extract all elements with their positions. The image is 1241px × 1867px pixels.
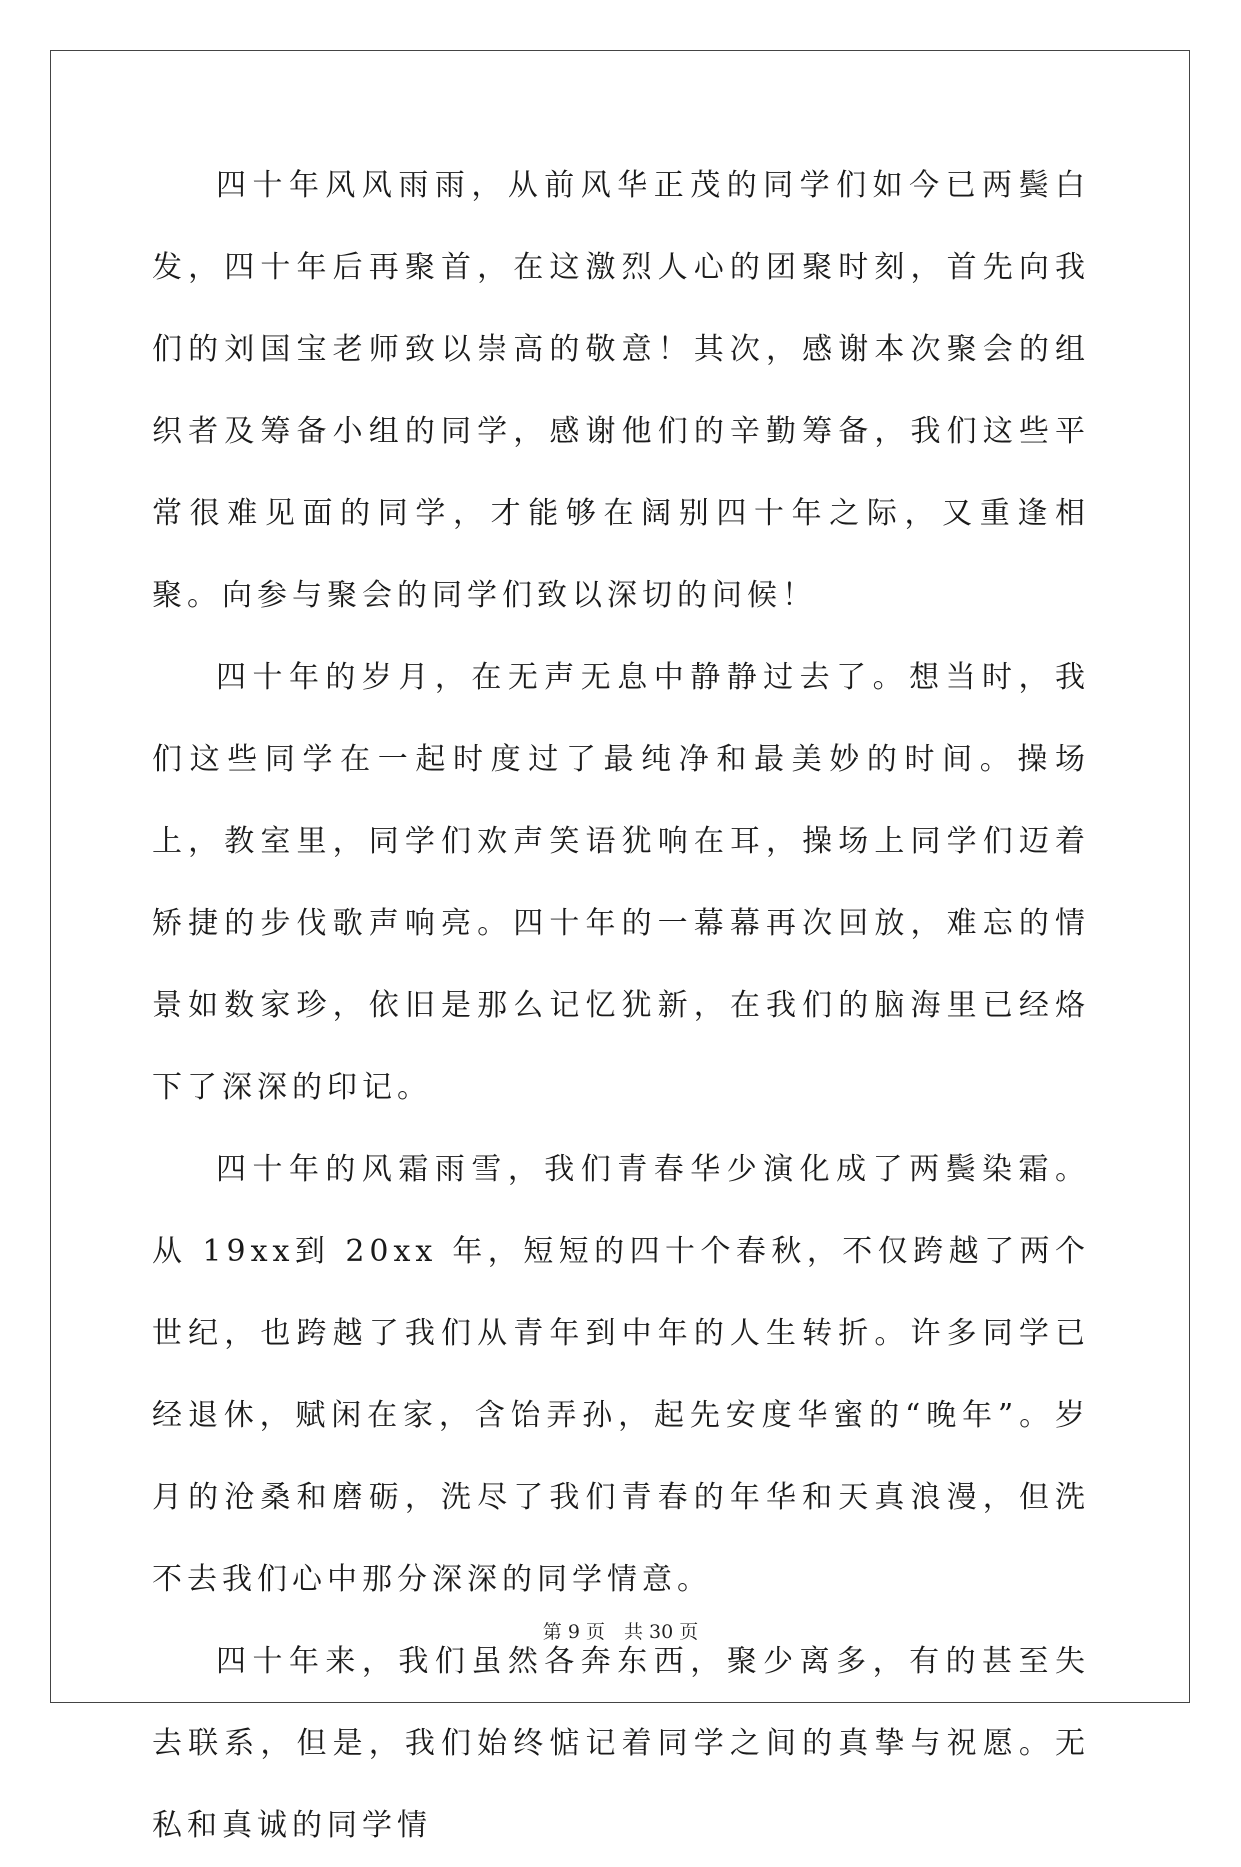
text-line: 的一幕幕再次回放，难忘的情景如数家珍，依旧是那么记忆犹新，在 xyxy=(152,906,1091,1023)
text-line: 以崇高的敬意！其次，感谢本次聚会的组织者及筹备小组的同学，感 xyxy=(152,332,1091,449)
text-line: 学在一起时度过了最纯净和最美妙的时间。操场上，教室里，同学们 xyxy=(152,742,1090,859)
text-line: 十年之际，又重逢相聚。向参与聚会的同学们致以深切的问候！ xyxy=(152,496,1090,613)
text-line: 但是，我们始终惦记着同学之间的真挚与祝愿。无私和真诚的同学情 xyxy=(152,1726,1091,1843)
text-line: 从青年到中年的人生转折。许多同学已经退休，赋闲在家，含饴弄孙， xyxy=(152,1316,1091,1433)
text-line: 四十年的岁月，在无声无息中静静过去了。想当时，我们这些同 xyxy=(152,660,1090,777)
paragraph-1 xyxy=(152,145,1090,637)
paragraph-4 xyxy=(152,1621,1090,1867)
document-body xyxy=(152,145,1090,1867)
text-line: 四十年的风霜雨雪，我们青春华少演化成了两鬓染霜。从 19xx xyxy=(152,1152,1090,1269)
page-number-footer: 第 9 页 共 30 页 xyxy=(542,1621,699,1643)
text-line: 和天真浪漫，但洗不去我们心中那分深深的同学情意。 xyxy=(152,1480,1091,1597)
text-line: 谢他们的辛勤筹备，我们这些平常很难见面的同学，才能够在阔别四 xyxy=(152,414,1091,531)
text-line: 欢声笑语犹响在耳，操场上同学们迈着矫捷的步伐歌声响亮。四十年 xyxy=(152,824,1091,941)
text-line: 到 20xx 年，短短的四十个春秋，不仅跨越了两个世纪，也跨越了我们 xyxy=(152,1234,1090,1351)
paragraph-2 xyxy=(152,637,1090,1129)
text-line: 起先安度华蜜的“晚年”。岁月的沧桑和磨砺，洗尽了我们青春的年华 xyxy=(152,1398,1090,1515)
text-line: 四十年风风雨雨，从前风华正茂的同学们如今已两鬓白发，四十 xyxy=(152,168,1090,285)
text-line: 年后再聚首，在这激烈人心的团聚时刻，首先向我们的刘国宝老师致 xyxy=(152,250,1091,367)
text-line: 四十年来，我们虽然各奔东西，聚少离多，有的甚至失去联系， xyxy=(152,1644,1090,1761)
text-line: 我们的脑海里已经烙下了深深的印记。 xyxy=(152,988,1091,1105)
paragraph-3 xyxy=(152,1129,1090,1621)
